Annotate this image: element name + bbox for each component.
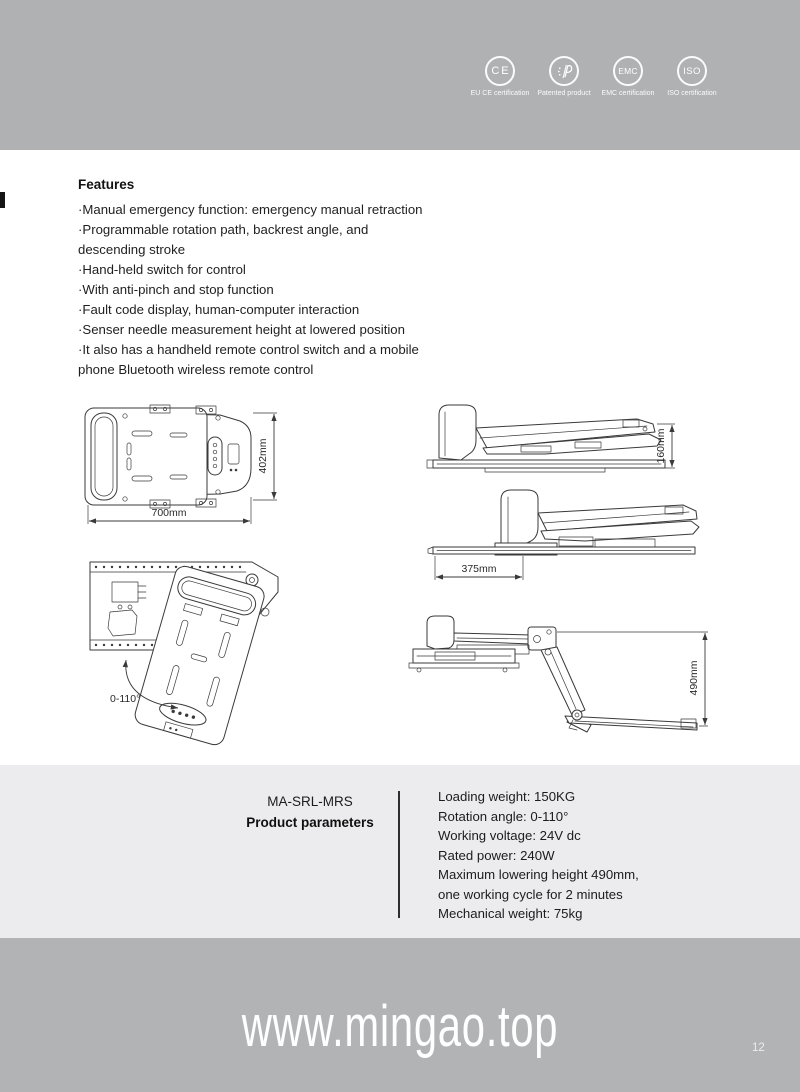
model-number: MA-SRL-MRS	[267, 794, 353, 809]
dim-label-width: 700mm	[151, 507, 187, 519]
spec-line: Rotation angle: 0-110°	[438, 808, 569, 824]
iso-mark-icon	[677, 56, 707, 86]
badge-ce	[468, 56, 532, 97]
ce-mark-icon	[485, 56, 515, 86]
badge-patent	[532, 56, 596, 97]
feature-line: descending stroke	[78, 242, 186, 257]
badge-caption: EMC certification	[601, 90, 655, 97]
page-edge-tab	[0, 192, 5, 208]
spec-line: Maximum lowering height 490mm,	[438, 867, 639, 882]
feature-line: ·It also has a handheld remote control switch and a mobile	[78, 342, 419, 357]
diagram-rotation-view	[82, 550, 302, 750]
spec-line: Working voltage: 24V dc	[438, 828, 581, 843]
diagram-side-folded	[425, 398, 680, 488]
features-section	[78, 177, 423, 380]
spec-line: Rated power: 240W	[438, 847, 555, 863]
features-title: Features	[78, 177, 135, 192]
feature-line: ·With anti-pinch and stop function	[78, 282, 274, 297]
spec-list	[438, 787, 639, 924]
feature-line: ·Programmable rotation path, backrest angle, and	[78, 222, 369, 237]
badge-caption: Patented product	[537, 90, 591, 97]
feature-line: ·Fault code display, human-computer interaction	[78, 302, 360, 317]
dim-label-lowering-height: 490mm	[688, 660, 700, 696]
footer-band	[0, 938, 800, 1092]
emc-label: EMC	[618, 66, 638, 76]
spec-line: Mechanical weight: 75kg	[438, 906, 583, 921]
badge-caption: ISO certification	[667, 90, 717, 97]
dim-label-depth: 375mm	[461, 563, 497, 575]
dim-label-height: 402mm	[257, 438, 269, 474]
diagram-top-view	[70, 400, 300, 540]
dim-label-angle: 0-110°	[110, 693, 141, 705]
vertical-divider	[398, 791, 400, 918]
feature-line: ·Senser needle measurement height at lowered position	[78, 322, 405, 337]
spec-line: Loading weight: 150KG	[438, 789, 576, 804]
feature-line: ·Manual emergency function: emergency manual retraction	[78, 202, 423, 217]
iso-label: ISO	[683, 65, 701, 77]
parameters-title: Product parameters	[246, 815, 374, 830]
diagram-side-extended	[425, 487, 705, 587]
ce-label: CE	[491, 65, 511, 77]
badge-iso	[660, 56, 724, 97]
product-parameters-panel	[0, 765, 800, 938]
feature-line: phone Bluetooth wireless remote control	[78, 362, 314, 377]
website-url: www.mingao.top	[241, 994, 559, 1059]
header-band	[0, 0, 800, 150]
emc-mark-icon	[613, 56, 643, 86]
spec-line: one working cycle for 2 minutes	[438, 886, 623, 902]
patent-icon	[549, 56, 579, 86]
dim-label-folded-height: 160mm	[655, 428, 667, 464]
badge-caption: EU CE certification	[470, 90, 530, 97]
parameters-heading	[212, 791, 408, 833]
page-number: 12	[752, 1042, 765, 1054]
feature-line: ·Hand-held switch for control	[78, 262, 246, 277]
badge-emc	[596, 56, 660, 97]
diagram-lowered-view	[405, 612, 720, 757]
certification-badges	[468, 56, 724, 97]
